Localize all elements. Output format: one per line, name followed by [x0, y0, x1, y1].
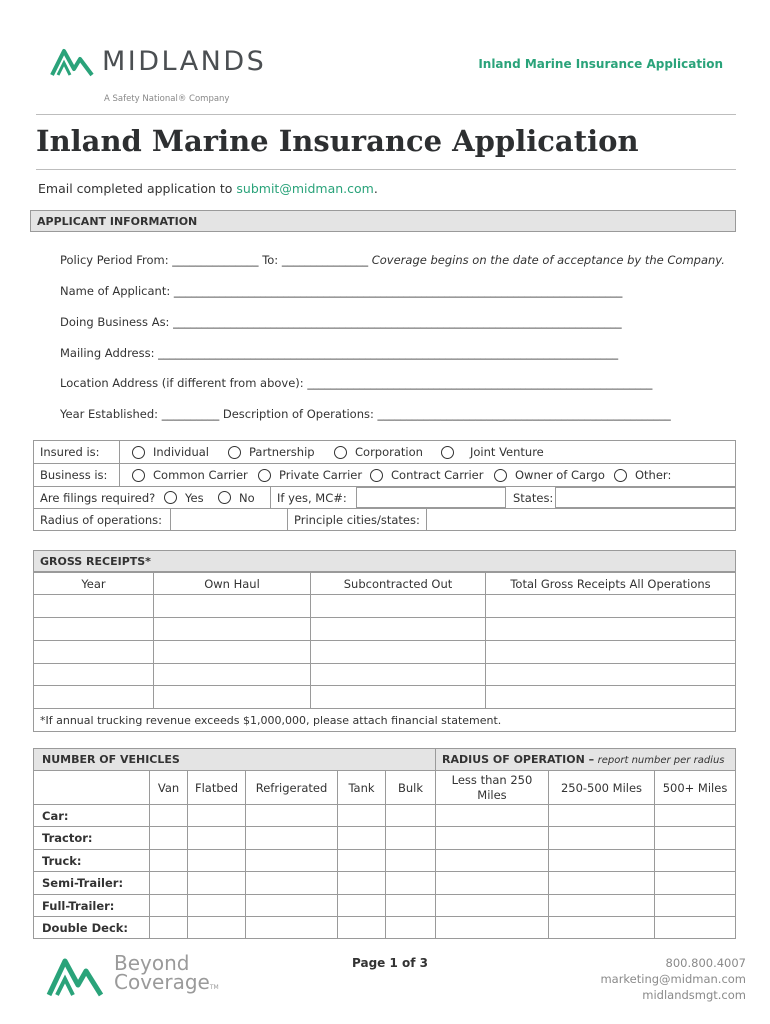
states-input[interactable] — [555, 487, 736, 508]
coverage-note: Coverage begins on the date of acceptance by the Company. — [371, 253, 725, 267]
applicant-name-blank[interactable]: ______________________________________________________________________________ — [173, 284, 623, 298]
table-row — [34, 618, 736, 641]
radio-icon — [614, 469, 627, 482]
col-flatbed: Flatbed — [188, 771, 246, 805]
title-divider — [36, 169, 736, 170]
vehicles-heading: NUMBER OF VEHICLES — [34, 749, 436, 771]
table-row — [34, 595, 736, 618]
dba-line: Doing Business As: ______________________________________________________________________________ — [60, 315, 622, 329]
radio-icon — [441, 446, 454, 459]
entity-details-box — [33, 440, 736, 531]
states-label: States: — [513, 490, 554, 505]
dba-blank[interactable]: ______________________________________________________________________________ — [173, 315, 622, 329]
filings-no[interactable]: No — [218, 487, 255, 508]
beyond-mountain-icon — [46, 955, 104, 997]
radio-icon — [370, 469, 383, 482]
gross-receipts-note: *If annual trucking revenue exceeds $1,000,000, please attach financial statement. — [34, 709, 736, 732]
radio-icon — [258, 469, 271, 482]
table-row: Double Deck: — [34, 917, 736, 939]
radio-icon — [132, 469, 145, 482]
vehicles-table — [33, 748, 736, 939]
business-option-other[interactable]: Other: — [614, 464, 671, 486]
applicant-name-line: Name of Applicant: ______________________________________________________________________________ — [60, 284, 623, 298]
year-established-blank[interactable]: __________ — [161, 407, 220, 421]
mailing-address-blank[interactable]: ________________________________________________________________________________ — [158, 346, 619, 360]
insured-option-individual[interactable]: Individual — [132, 441, 209, 463]
col-250-500: 250-500 Miles — [549, 771, 655, 805]
midlands-mountain-icon — [50, 47, 94, 77]
radio-icon — [218, 491, 231, 504]
radio-icon — [228, 446, 241, 459]
policy-period-line: Policy Period From: _______________ To: _______________ Coverage begins on the date of acceptance by the Company. — [60, 253, 725, 267]
col-refrigerated: Refrigerated — [246, 771, 338, 805]
table-row — [34, 641, 736, 664]
applicant-info-heading: APPLICANT INFORMATION — [30, 210, 736, 232]
insured-option-partnership[interactable]: Partnership — [228, 441, 315, 463]
radio-icon — [164, 491, 177, 504]
principle-cities-label: Principle cities/states: — [294, 513, 420, 527]
page-number: Page 1 of 3 — [352, 956, 428, 970]
tagline: A Safety National® Company — [104, 94, 230, 104]
table-row — [34, 664, 736, 686]
business-option-contract[interactable]: Contract Carrier — [370, 464, 483, 486]
gross-receipts-table — [33, 572, 736, 732]
midlands-logo — [50, 46, 266, 77]
policy-from-blank[interactable]: _______________ — [172, 253, 259, 267]
policy-to-blank[interactable]: _______________ — [281, 253, 369, 267]
submit-email-link[interactable]: submit@midman.com — [236, 181, 374, 196]
col-500-plus: 500+ Miles — [655, 771, 736, 805]
business-option-owner[interactable]: Owner of Cargo — [494, 464, 605, 486]
radius-input[interactable] — [170, 508, 288, 531]
footer-website[interactable]: midlandsmgt.com — [642, 988, 746, 1002]
business-option-private[interactable]: Private Carrier — [258, 464, 362, 486]
filings-label: Are filings required? — [40, 490, 156, 505]
logo-wordmark: MIDLANDS — [102, 46, 267, 77]
location-address-blank[interactable]: ____________________________________________________________ — [307, 376, 653, 390]
mailing-address-line: Mailing Address: ________________________________________________________________________________ — [60, 346, 619, 360]
radius-label: Radius of operations: — [40, 513, 163, 527]
table-row: Car: — [34, 805, 736, 827]
principle-cities-input[interactable] — [426, 508, 736, 531]
insured-option-joint-venture[interactable]: Joint Venture — [441, 441, 544, 463]
document-label: Inland Marine Insurance Application — [478, 57, 723, 71]
mc-number-label: If yes, MC#: — [277, 490, 347, 505]
radio-icon — [494, 469, 507, 482]
table-row — [34, 686, 736, 709]
radio-icon — [334, 446, 347, 459]
col-less-250: Less than 250 Miles — [436, 771, 549, 805]
col-subcontracted: Subcontracted Out — [311, 573, 486, 595]
col-year: Year — [34, 573, 154, 595]
col-bulk: Bulk — [386, 771, 436, 805]
footer-contact — [600, 955, 746, 1003]
beyond-coverage-logo: Beyond CoverageTM — [46, 954, 219, 997]
business-option-common[interactable]: Common Carrier — [132, 464, 248, 486]
footer-phone: 800.800.4007 — [665, 956, 746, 970]
radio-icon — [132, 446, 145, 459]
col-own-haul: Own Haul — [154, 573, 311, 595]
footer-email[interactable]: marketing@midman.com — [600, 972, 746, 986]
table-row: Truck: — [34, 850, 736, 872]
radius-operation-heading: RADIUS OF OPERATION – report number per radius — [436, 749, 736, 771]
header-divider — [36, 114, 736, 115]
col-tank: Tank — [338, 771, 386, 805]
email-instruction: Email completed application to submit@midman.com. — [38, 181, 378, 196]
table-row: Tractor: — [34, 827, 736, 850]
year-description-line: Year Established: __________ Description of Operations: ___________________________________________________ — [60, 407, 671, 421]
insured-label: Insured is: — [40, 445, 100, 459]
page-title: Inland Marine Insurance Application — [36, 124, 639, 158]
col-van: Van — [150, 771, 188, 805]
col-total-gross: Total Gross Receipts All Operations — [486, 573, 736, 595]
filings-yes[interactable]: Yes — [164, 487, 204, 508]
description-blank[interactable]: ___________________________________________________ — [377, 407, 671, 421]
mc-number-input[interactable] — [356, 487, 506, 508]
location-address-line: Location Address (if different from above): ____________________________________________________________ — [60, 376, 653, 390]
gross-receipts-heading: GROSS RECEIPTS* — [33, 550, 736, 572]
table-row: Semi-Trailer: — [34, 872, 736, 895]
table-row: Full-Trailer: — [34, 895, 736, 917]
business-label: Business is: — [40, 468, 108, 482]
insured-option-corporation[interactable]: Corporation — [334, 441, 423, 463]
